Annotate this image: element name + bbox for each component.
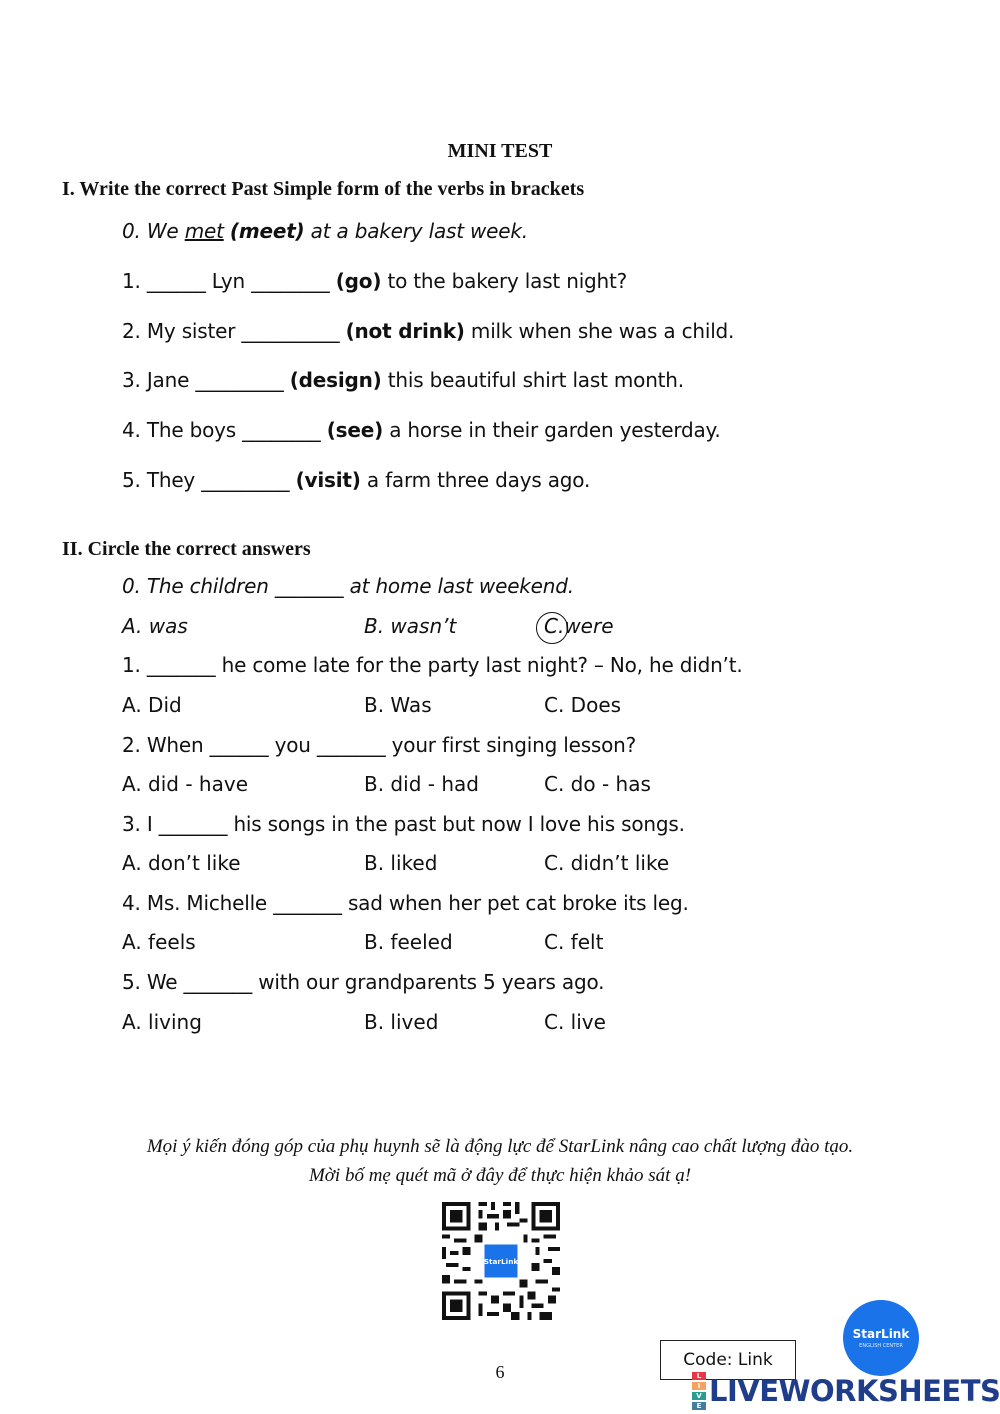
item-prefix: 3. Jane _________ [122,368,290,392]
q1-option-a[interactable]: A. Did [122,693,182,717]
example-option-c [544,614,614,638]
q3-option-c[interactable]: C. didn’t like [544,851,670,875]
part2-question-4: 4. Ms. Michelle _______ sad when her pet cat broke its leg. [122,891,689,915]
q3-option-b[interactable]: B. liked [364,851,438,875]
q5-option-b[interactable]: B. lived [364,1010,439,1034]
item-suffix: milk when she was a child. [464,319,735,343]
q2-option-c[interactable]: C. do - has [544,772,651,796]
footer-line-1: Mọi ý kiến đóng góp của phụ huynh sẽ là động lực để StarLink nâng cao chất lượng đào tạo. [146,1136,854,1157]
part2-heading: II. Circle the correct answers [62,538,311,560]
part1-item-2 [122,319,734,343]
liveworksheets-text: LIVEWORKSHEETS [709,1374,1000,1408]
qr-center-label: StarLink [483,1256,519,1266]
q1-option-b[interactable]: B. Was [364,693,432,717]
item-suffix: to the bakery last night? [381,269,628,293]
example-option-b: B. wasn’t [364,614,457,638]
page-title: MINI TEST [447,140,553,162]
item-verb: (see) [326,418,384,442]
example-option-a: A. was [122,614,188,638]
q2-option-a[interactable]: A. did - have [122,772,248,796]
lw-icon-letter: L [692,1372,706,1380]
item-prefix: 5. They _________ [122,468,296,492]
item-verb: (not drink) [345,319,465,343]
footer-line-2: Mời bố mẹ quét mã ở đây để thực hiện khảo sát ạ! [308,1165,692,1186]
q3-option-a[interactable]: A. don’t like [122,851,241,875]
code-box: Code: Link [660,1340,796,1380]
q4-option-a[interactable]: A. feels [122,930,196,954]
option-c-letter: C. [544,614,565,638]
item-verb: (go) [335,269,382,293]
item-prefix: 4. The boys ________ [122,418,327,442]
part2-example-question: 0. The children _______ at home last weekend. [122,574,574,598]
item-verb: (design) [289,368,382,392]
part1-item-1 [122,269,627,293]
part2-question-5: 5. We _______ with our grandparents 5 years ago. [122,970,605,994]
liveworksheets-brand[interactable] [692,1373,1000,1409]
item-suffix: a horse in their garden yesterday. [383,418,721,442]
example-answer: met [184,219,224,243]
q2-option-b[interactable]: B. did - had [364,772,479,796]
item-suffix: this beautiful shirt last month. [381,368,684,392]
lw-icon-letter: V [692,1392,706,1400]
page-number: 6 [495,1362,505,1382]
q5-option-c[interactable]: C. live [544,1010,606,1034]
item-verb: (visit) [295,468,361,492]
example-suffix: at a bakery last week. [304,219,528,243]
part2-question-1: 1. _______ he come late for the party last night? – No, he didn’t. [122,653,743,677]
lw-icon-letter: E [692,1402,706,1410]
item-prefix: 1. ______ Lyn ________ [122,269,336,293]
part1-heading: I. Write the correct Past Simple form of the verbs in brackets [62,178,585,200]
liveworksheets-icon [692,1371,706,1411]
part1-example [122,219,528,243]
option-c-text: were [564,614,614,638]
qr-code-icon [442,1202,560,1320]
lw-icon-letter: I [692,1382,706,1390]
starlink-logo-name: StarLink [852,1327,910,1341]
starlink-logo [843,1300,919,1376]
part2-question-3: 3. I _______ his songs in the past but now I love his songs. [122,812,685,836]
item-suffix: a farm three days ago. [360,468,591,492]
starlink-logo-tagline: ENGLISH CENTER [859,1343,903,1349]
part1-item-5 [122,468,590,492]
q5-option-a[interactable]: A. living [122,1010,202,1034]
example-verb: (meet) [229,219,305,243]
part1-item-4 [122,418,721,442]
q1-option-c[interactable]: C. Does [544,693,622,717]
example-prefix: 0. We [122,219,185,243]
part2-question-2: 2. When ______ you _______ your first singing lesson? [122,733,637,757]
q4-option-b[interactable]: B. feeled [364,930,453,954]
q4-option-c[interactable]: C. felt [544,930,604,954]
part1-item-3 [122,368,684,392]
item-prefix: 2. My sister __________ [122,319,346,343]
